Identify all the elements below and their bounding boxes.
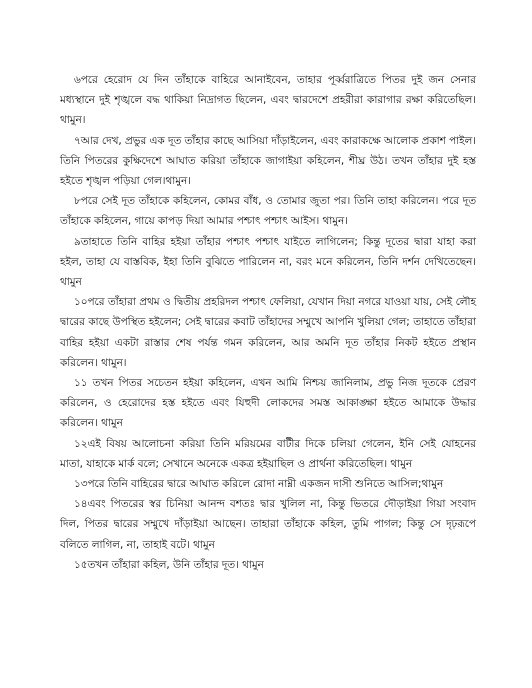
verse-paragraph-8: ৮পরে সেই দূত তাঁহাকে কহিলেন, কোমর বাঁধ, ও তোমার জুতা পর। তিনি তাহা করিলেন। পরে দূত তাঁহাকে কহিলেন, গায়ে কাপড় দিয়া আমার পশ্চাৎ পশ্চাৎ আইস। থামুন। — [60, 195, 476, 228]
verse-paragraph-10: ১০পরে তাঁহারা প্রথম ও দ্বিতীয় প্রহরিদল পশ্চাৎ ফেলিয়া, যেখান দিয়া নগরে যাওয়া যায়, সেই লৌহ দ্বারের কাছে উপস্থিত হইলেন; সেই দ্বারের কবাট তাঁহাদের সম্মুখে আপনি খুলিয়া গেল; তাহাতে তাঁহারা বাহির হইয়া একটা রাস্তার শেষ পর্যন্ত গমন করিলেন, আর অমনি দূত তাঁহার নিকট হইতে প্রস্থান করিলেন। থামুন। — [60, 296, 476, 369]
verse-paragraph-6: ৬পরে হেরোদ যে দিন তাঁহাকে বাহিরে আনাইবেন, তাহার পূর্ব্বরাত্রিতে পিতর দুই জন সেনার মধ্যস্থানে দুই শৃঙ্খলে বদ্ধ থাকিয়া নিদ্রাগত ছিলেন, এবং দ্বারদেশে প্রহরীরা কারাগার রক্ষা করিতেছিল। থামুন। — [60, 74, 476, 127]
verse-paragraph-13: ১৩পরে তিনি বাহিরের দ্বারে আঘাত করিলে রোদা নাম্নী একজন দাসী শুনিতে আসিল;থামুন — [74, 478, 444, 491]
verse-paragraph-12: ১২এই বিষয় আলোচনা করিয়া তিনি মরিয়মের বাটীর দিকে চলিয়া গেলেন, ইনি সেই যোহনের মাতা, যাহাকে মার্ক বলে; সেখানে অনেকে একত্র হইয়াছিল ও প্রার্থনা করিতেছিল। থামুন — [60, 437, 476, 470]
verse-paragraph-9: ৯তাহাতে তিনি বাহির হইয়া তাঁহার পশ্চাৎ পশ্চাৎ যাইতে লাগিলেন; কিন্তু দূতের দ্বারা যাহা করা হইল, তাহা যে বাস্তবিক, ইহা তিনি বুঝিতে পারিলেন না, বরং মনে করিলেন, তিনি দর্শন দেখিতেছেন। থামুন — [60, 235, 476, 289]
verse-paragraph-11: ১১ তখন পিতর সচেতন হইয়া কহিলেন, এখন আমি নিশ্চয় জানিলাম, প্রভু নিজ দূতকে প্রেরণ করিলেন, ও হেরোদের হস্ত হইতে এবং যিহুদী লোকদের সমস্ত আকাঙ্ক্ষা হইতে আমাকে উদ্ধার করিলেন। থামুন — [60, 377, 476, 430]
verse-paragraph-14: ১৪এবং পিতরের স্বর চিনিয়া আনন্দ বশতঃ দ্বার খুলিল না, কিন্তু ভিতরে দৌড়াইয়া গিয়া সংবাদ দিল, পিতর দ্বারের সম্মুখে দাঁড়াইয়া আছেন। তাহারা তাঁহাকে কহিল, তুমি পাগল; কিন্তু সে দৃঢ়রূপে বলিতে লাগিল, না, তাহাই বটে। থামুন — [60, 498, 476, 551]
verse-paragraph-7: ৭আর দেখ, প্রভুর এক দূত তাঁহার কাছে আসিয়া দাঁড়াইলেন, এবং কারাকক্ষে আলোক প্রকাশ পাইল। তিনি পিতরের কুক্ষিদেশে আঘাত করিয়া তাঁহাকে জাগাইয়া কহিলেন, শীঘ্র উঠ। তখন তাঁহার দুই হস্ত হইতে শৃঙ্খল পড়িয়া গেল।থামুন। — [60, 134, 477, 188]
verse-paragraph-15: ১৫তখন তাঁহারা কহিল, উনি তাঁহার দূত। থামুন — [74, 558, 264, 571]
